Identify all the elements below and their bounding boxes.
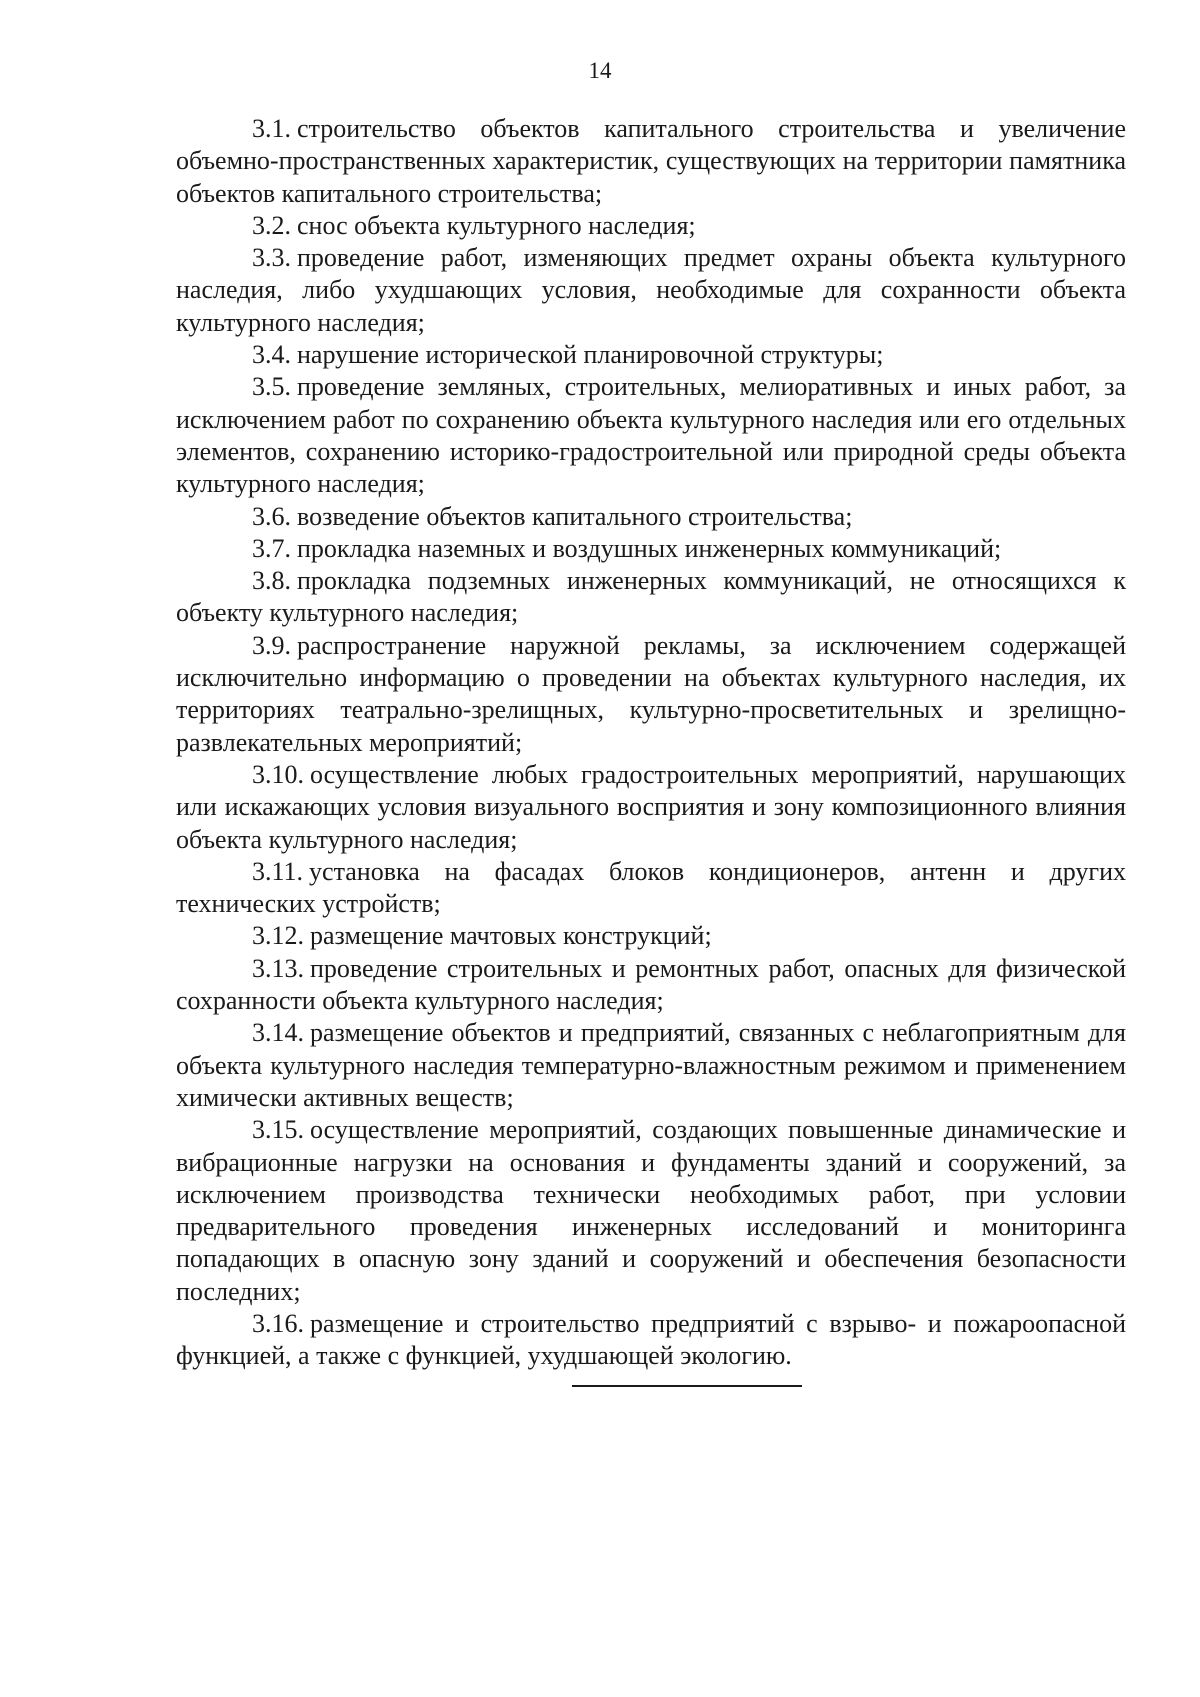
item-text: проведение строительных и ремонтных работ, опасных для физической сохранности объекта культурного наследия; — [176, 953, 1126, 1016]
list-item — [176, 210, 1126, 242]
item-text: снос объекта культурного наследия; — [297, 210, 696, 240]
item-number: 3.12. — [252, 921, 304, 951]
list-item — [176, 856, 1126, 921]
list-item — [176, 501, 1126, 533]
list-item — [176, 1308, 1126, 1373]
list-item — [176, 339, 1126, 371]
page-number: 14 — [588, 58, 612, 83]
list-item — [176, 759, 1126, 856]
list-item — [176, 630, 1126, 759]
item-number: 3.9. — [252, 630, 291, 660]
item-number: 3.1. — [252, 114, 291, 143]
item-number: 3.3. — [252, 243, 291, 273]
item-text: прокладка подземных инженерных коммуникаций, не относящихся к объекту культурного наследия; — [176, 566, 1126, 628]
item-text: размещение и строительство предприятий с взрыво- и пожароопасной функцией, а также с функцией, ухудшающей экологию. — [176, 1308, 1126, 1371]
list-item — [176, 920, 1126, 952]
item-text: проведение работ, изменяющих предмет охраны объекта культурного наследия, либо ухудшающих условия, необходимые для сохранности объекта культурного наследия; — [176, 243, 1126, 337]
item-number: 3.2. — [252, 210, 291, 240]
item-text: прокладка наземных и воздушных инженерных коммуникаций; — [297, 533, 1002, 563]
list-item — [176, 113, 1126, 210]
end-divider — [572, 1385, 802, 1387]
item-number: 3.8. — [252, 566, 291, 596]
list-item — [176, 1114, 1126, 1308]
item-number: 3.4. — [252, 340, 291, 370]
item-text: размещение мачтовых конструкций; — [310, 921, 712, 951]
item-number: 3.14. — [252, 1018, 304, 1048]
list-item — [176, 242, 1126, 339]
item-number: 3.11. — [252, 856, 304, 886]
list-item — [176, 565, 1126, 630]
list-item — [176, 953, 1126, 1018]
item-number: 3.13. — [252, 953, 304, 983]
list-item — [176, 533, 1126, 565]
list-item — [176, 1017, 1126, 1114]
item-number: 3.6. — [252, 501, 291, 531]
item-number: 3.7. — [252, 533, 291, 563]
item-text: строительство объектов капитального строительства и увеличение объемно-пространственных характеристик, существующих на территории памятника объектов капитального строительства; — [176, 114, 1126, 208]
item-text: проведение земляных, строительных, мелиоративных и иных работ, за исключением работ по сохранению объекта культурного наследия или его отдельных элементов, сохранению историко-градостроительной или природной среды объекта культурного наследия; — [176, 372, 1126, 499]
item-text: размещение объектов и предприятий, связанных с неблагоприятным для объекта культурного наследия температурно-влажностным режимом и применением химически активных веществ; — [176, 1018, 1126, 1112]
item-number: 3.16. — [252, 1308, 304, 1338]
item-text: установка на фасадах блоков кондиционеров, антенн и других технических устройств; — [176, 856, 1126, 919]
item-text: нарушение исторической планировочной структуры; — [297, 340, 884, 370]
list-item — [176, 371, 1126, 500]
item-text: осуществление любых градостроительных мероприятий, нарушающих или искажающих условия визуального восприятия и зону композиционного влияния объекта культурного наследия; — [176, 759, 1126, 854]
item-text: распространение наружной рекламы, за исключением содержащей исключительно информацию о проведении на объектах культурного наследия, их территориях театрально-зрелищных, культурно-просветительных и зрелищно-развлекательных мероприятий; — [176, 630, 1126, 757]
item-text: осуществление мероприятий, создающих повышенные динамические и вибрационные нагрузки на основания и фундаменты зданий и сооружений, за исключением производства технически необходимых работ, при условии предварительного проведения инженерных исследований и мониторинга попадающих в опасную зону зданий и сооружений и обеспечения безопасности последних; — [176, 1115, 1126, 1306]
item-number: 3.10. — [252, 759, 304, 789]
item-number: 3.5. — [252, 372, 291, 402]
item-text: возведение объектов капитального строительства; — [297, 501, 853, 531]
document-body — [176, 113, 1126, 1373]
item-number: 3.15. — [252, 1115, 304, 1145]
